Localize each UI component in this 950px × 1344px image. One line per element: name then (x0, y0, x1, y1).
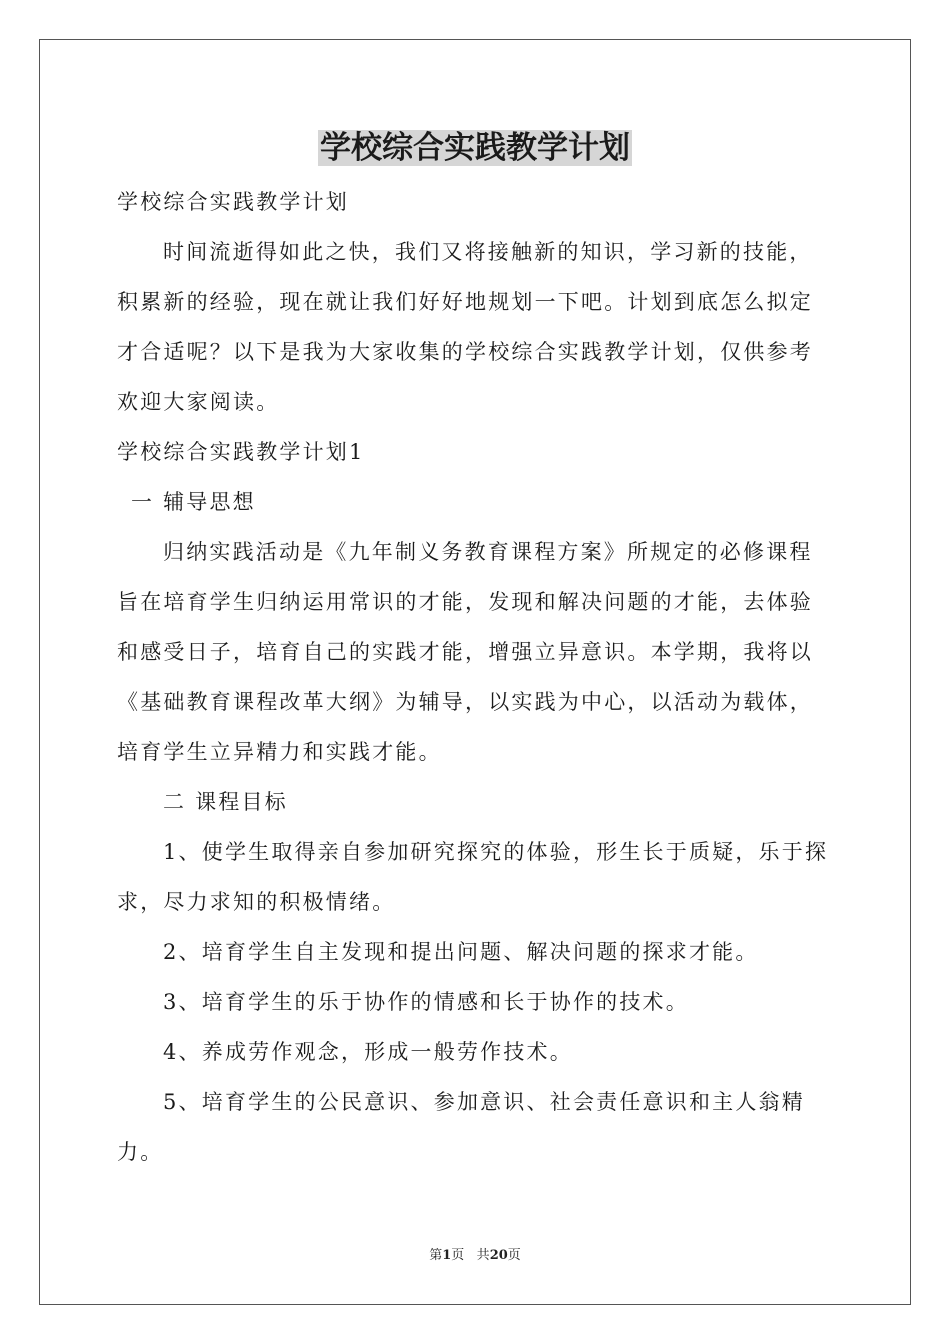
footer-total-prefix: 共 (476, 1248, 490, 1263)
section-title: 学校综合实践教学计划1 (117, 440, 365, 464)
goal-item: 2、培育学生自主发现和提出问题、解决问题的探求才能。 (163, 940, 759, 964)
goal-item: 4、养成劳作观念，形成一般劳作技术。 (163, 1040, 573, 1064)
footer-total-suffix: 页 (507, 1248, 521, 1263)
footer-page-suffix: 页 (451, 1248, 465, 1263)
intro-paragraph: 时间流逝得如此之快，我们又将接触新的知识，学习新的技能，积累新的经验，现在就让我们好好地规划一下吧。计划到底怎么拟定才合适呢？以下是我为大家收集的学校综合实践教学计划，仅供参考欢迎大家阅读。 (117, 240, 813, 414)
page-footer (0, 1247, 950, 1265)
document-body (117, 177, 833, 1177)
document-title (0, 126, 950, 170)
heading-guiding-thought: 一 辅导思想 (131, 490, 256, 514)
document-title-text: 学校综合实践教学计划 (320, 130, 630, 166)
footer-page-prefix: 第 (429, 1248, 443, 1263)
footer-total-pages: 20 (489, 1248, 508, 1263)
goal-item: 1、使学生取得亲自参加研究探究的体验，形生长于质疑，乐于探求，尽力求知的积极情绪。 (117, 840, 829, 914)
footer-page-number: 1 (442, 1248, 452, 1263)
goal-item: 5、培育学生的公民意识、参加意识、社会责任意识和主人翁精力。 (117, 1090, 805, 1164)
guiding-thought-paragraph: 归纳实践活动是《九年制义务教育课程方案》所规定的必修课程旨在培育学生归纳运用常识的才能，发现和解决问题的才能，去体验和感受日子，培育自己的实践才能，增强立异意识。本学期，我将以《基础教育课程改革大纲》为辅导，以实践为中心，以活动为载体，培育学生立异精力和实践才能。 (117, 540, 813, 764)
document-subtitle: 学校综合实践教学计划 (117, 190, 349, 214)
heading-course-goals: 二 课程目标 (163, 790, 288, 814)
goal-item: 3、培育学生的乐于协作的情感和长于协作的技术。 (163, 990, 689, 1014)
